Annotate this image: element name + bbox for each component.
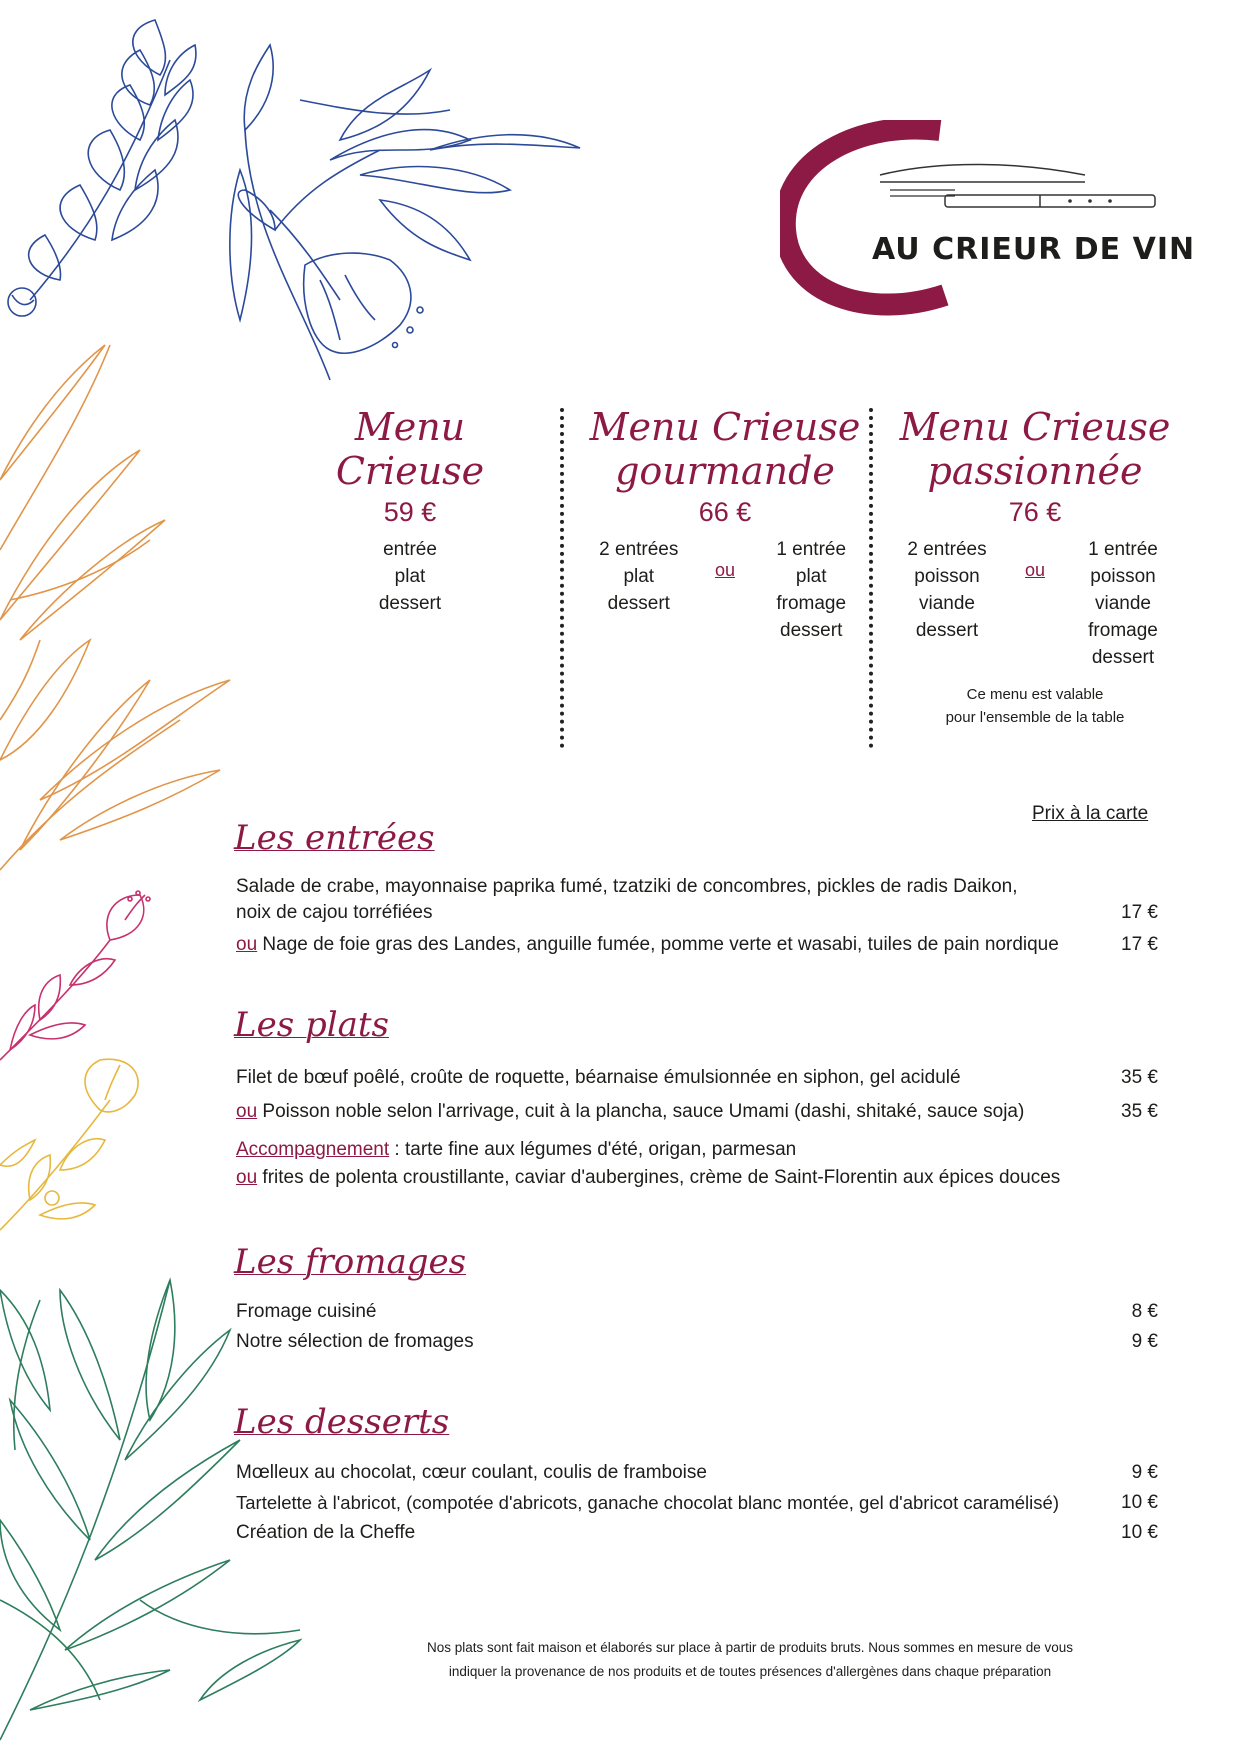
item-price: 35 € xyxy=(1121,1101,1158,1122)
menu-item xyxy=(236,874,1158,926)
menu-item xyxy=(236,1490,1158,1516)
menu-item xyxy=(236,1520,1158,1546)
item-description xyxy=(236,932,1059,958)
course-line: viande xyxy=(1095,593,1151,614)
item-text: Nage de foie gras des Landes, anguille fumée, pomme verte et wasabi, tuiles de pain nordique xyxy=(257,934,1059,955)
course-line: 1 entrée xyxy=(1088,539,1158,560)
section-title-desserts: Les desserts xyxy=(234,1402,450,1442)
course-line: dessert xyxy=(607,593,670,614)
course-line: plat xyxy=(795,566,827,587)
course-line: 2 entrées xyxy=(599,539,679,560)
menu-item xyxy=(236,1460,1158,1486)
item-description: Filet de bœuf poêlé, croûte de roquette, béarnaise émulsionnée en siphon, gel acidulé xyxy=(236,1067,961,1088)
accompagnement xyxy=(236,1136,1136,1192)
blue-leaves-illustration xyxy=(8,20,580,380)
menu-title: Menu Crieuse xyxy=(335,405,485,493)
pink-flower-illustration xyxy=(0,891,150,1060)
accompagnement-text: : tarte fine aux légumes d'été, origan, parmesan xyxy=(389,1139,797,1160)
item-price: 10 € xyxy=(1121,1492,1158,1513)
menu-price: 76 € xyxy=(1008,497,1062,527)
item-description: Tartelette à l'abricot, (compotée d'abricots, ganache chocolat blanc montée, gel d'abricot caramélisé) xyxy=(236,1492,1059,1513)
course-line: 1 entrée xyxy=(776,539,847,560)
accompagnement-line xyxy=(236,1136,1136,1164)
ou-link: ou xyxy=(236,1101,258,1122)
course-line: viande xyxy=(919,593,975,614)
note-line: Ce menu est valable xyxy=(966,686,1104,703)
menu-title: Menu Crieuse xyxy=(589,405,861,449)
section-title-entrees: Les entrées xyxy=(234,818,435,858)
course-line: plat xyxy=(394,566,426,587)
menu-item xyxy=(236,1299,1158,1325)
menu-subtitle: passionnée xyxy=(927,449,1143,493)
section-title-fromages: Les fromages xyxy=(234,1242,467,1282)
course-line: dessert xyxy=(378,593,442,614)
menu-item xyxy=(236,1329,1158,1355)
menu-price: 59 € xyxy=(383,497,437,527)
course-line: plat xyxy=(623,566,655,587)
menu-options xyxy=(885,536,1185,671)
menu-note xyxy=(885,683,1185,729)
course-line: dessert xyxy=(1091,647,1155,668)
item-price: 9 € xyxy=(1131,1462,1158,1483)
menu-item xyxy=(236,1099,1158,1125)
note-line: pour l'ensemble de la table xyxy=(945,709,1125,726)
menu-options xyxy=(580,536,870,644)
item-description: Notre sélection de fromages xyxy=(236,1331,474,1352)
footer-note xyxy=(380,1636,1120,1684)
prix-a-la-carte-label: Prix à la carte xyxy=(1032,803,1149,824)
menu-item xyxy=(236,1065,1158,1091)
menu-price: 66 € xyxy=(698,497,752,527)
option-a xyxy=(580,536,698,617)
option-a xyxy=(887,536,1007,644)
item-description: Mœlleux au chocolat, cœur coulant, coulis de framboise xyxy=(236,1462,707,1483)
footer-line: Nos plats sont fait maison et élaborés sur place à partir de produits bruts. Nous sommes en mesure de vous xyxy=(426,1640,1074,1655)
item-description: Fromage cuisiné xyxy=(236,1301,377,1322)
option-b xyxy=(752,536,870,644)
course-line: dessert xyxy=(780,620,843,641)
course-line: dessert xyxy=(915,620,979,641)
option-separator: ou xyxy=(714,560,735,580)
menu-title: Menu Crieuse xyxy=(899,405,1171,449)
menu-courses xyxy=(290,536,530,617)
ou-link: ou xyxy=(236,1167,258,1188)
accompagnement-label: Accompagnement xyxy=(236,1139,390,1160)
item-line: Salade de crabe, mayonnaise paprika fumé, tzatziki de concombres, pickles de radis Daikon, xyxy=(236,876,1018,897)
menu-crieuse-gourmande xyxy=(580,405,870,644)
column-divider xyxy=(869,408,873,748)
course-line: poisson xyxy=(914,566,980,587)
logo-emblem xyxy=(780,120,1180,320)
item-line: noix de cajou torréfiées xyxy=(236,902,433,923)
item-price: 17 € xyxy=(1121,902,1158,923)
item-price: 35 € xyxy=(1121,1067,1158,1088)
item-text: Poisson noble selon l'arrivage, cuit à la plancha, sauce Umami (dashi, shitaké, sauce soja) xyxy=(257,1101,1025,1122)
accompagnement-alt: frites de polenta croustillante, caviar d'aubergines, crème de Saint-Florentin aux épices douces xyxy=(257,1167,1061,1188)
menu-crieuse xyxy=(290,405,530,617)
item-price: 10 € xyxy=(1121,1522,1158,1543)
item-price: 17 € xyxy=(1121,934,1158,955)
course-line: entrée xyxy=(383,539,437,560)
menu-subtitle: gourmande xyxy=(615,449,835,493)
item-price: 8 € xyxy=(1131,1301,1158,1322)
item-price: 9 € xyxy=(1131,1331,1158,1352)
course-line: fromage xyxy=(1088,620,1158,641)
item-description: Création de la Cheffe xyxy=(236,1522,416,1543)
option-separator: ou xyxy=(1024,560,1046,580)
column-divider xyxy=(560,408,564,748)
ou-link: ou xyxy=(236,934,258,955)
course-line: fromage xyxy=(776,593,847,614)
course-line: 2 entrées xyxy=(907,539,987,560)
restaurant-logo xyxy=(780,120,1196,320)
restaurant-name: AU CRIEUR DE VIN xyxy=(872,232,1196,267)
option-b xyxy=(1063,536,1183,671)
orange-leaves-illustration xyxy=(0,345,230,870)
course-line: poisson xyxy=(1090,566,1156,587)
footer-line: indiquer la provenance de nos produits et de toutes présences d'allergènes dans chaque préparation xyxy=(448,1664,1052,1679)
section-title-plats: Les plats xyxy=(234,1005,389,1045)
menu-item xyxy=(236,932,1158,958)
menu-crieuse-passionnee xyxy=(885,405,1185,729)
accompagnement-line xyxy=(236,1164,1136,1192)
item-description xyxy=(236,1099,1024,1125)
yellow-flower-illustration xyxy=(0,1059,138,1230)
item-description xyxy=(236,874,1018,926)
